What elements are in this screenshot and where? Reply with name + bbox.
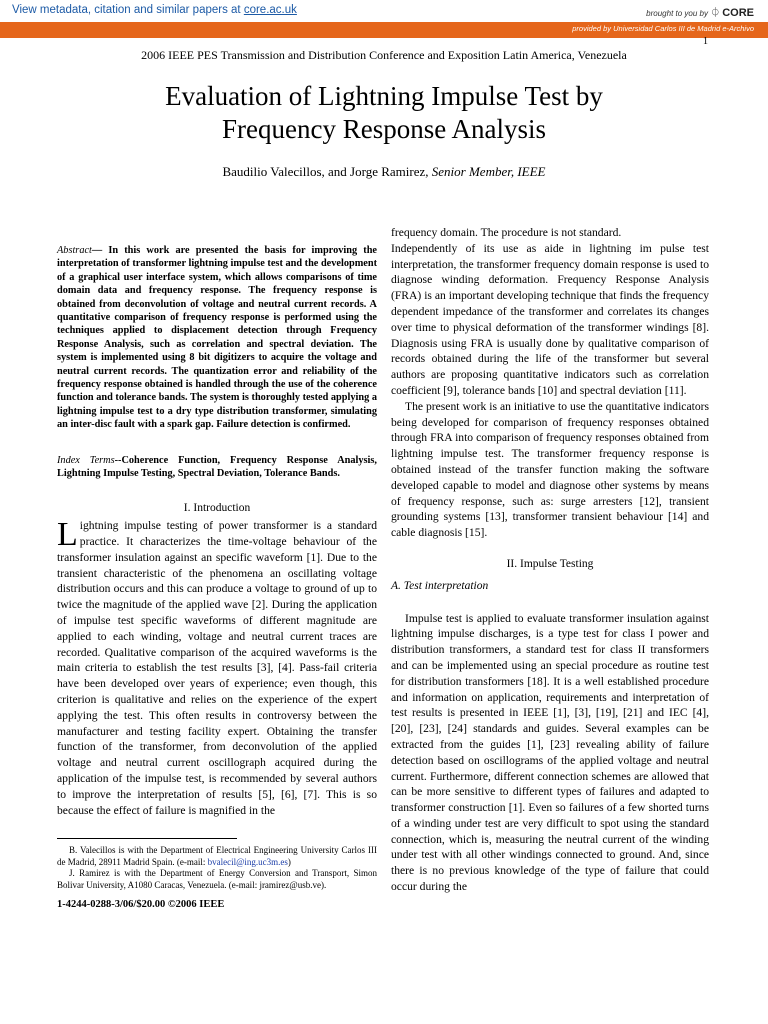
section-1-body [57,518,377,818]
footnote-2: J. Ramirez is with the Department of Energy Conversion and Transport, Simon Bolivar University, A1080 Caracas, Venezuela. (e-mail: jramirez@usb.ve). [57,868,377,890]
provider-bar [0,22,768,38]
abstract-label: Abstract [57,245,92,256]
author-names: Baudilio Valecillos, and Jorge Ramirez, [222,164,432,179]
index-terms-text: --Coherence Function, Frequency Response Analysis, Lightning Impulse Testing, Spectral Deviation, Tolerance Bands. [57,454,377,480]
core-link[interactable]: core.ac.uk [243,4,297,16]
index-terms-label: Index Terms [57,454,115,466]
title-line-1: Evaluation of Lightning Impulse Test by [165,81,603,111]
brought-text: brought to you by [646,9,708,18]
copyright: 1-4244-0288-3/06/$20.00 ©2006 IEEE [57,899,225,911]
subsection-a-heading: A. Test interpretation [391,579,489,592]
core-label[interactable]: CORE [722,7,754,19]
paper-title [0,80,768,146]
footnote-1-email[interactable]: bvalecil@ing.uc3m.es [207,856,288,867]
section-2-heading: II. Impulse Testing [506,557,594,570]
brought-by [646,4,754,19]
core-banner [0,0,768,23]
left-column [57,244,377,913]
provided-text: provided by Universidad Carlos III de Madrid e-Archivo [572,24,754,33]
index-terms [57,454,377,481]
metadata-notice [12,4,297,16]
footnote-rule [57,838,237,839]
right-para-3: The present work is an initiative to use the quantitative indicators being developed for comparison of frequency responses obtained through FRA into comparison of frequency responses obtained from lightning impulse test. The transformer frequency response is obtained instead of the transfer function making the software developed capable to model and diagnose other systems by means of frequency response, such as: surge arresters [12], transient grounding systems [13], transformer transient behaviour [14] and cable diagnosis [15]. [391,399,709,540]
section-1-text: ightning impulse testing of power transformer is a standard practice. It characterizes the time-voltage behaviour of the transformer insulation against an specific waveform [1]. Due to the transient characteristic of the phenomena an oscillating voltage distribution occurs and this can produce a voltage to ground of up to twice the magnitude of the applied wave [2]. During the application of impulse test specific waveforms of different magnitude are applied to each winding, voltage and neutral current traces are recorded. Qualitative comparison of the acquired waveforms is the main criteria to establish the test results [3], [4]. Pass-fail criteria have been developed over years of experience; even though, this criterion is qualitative and relies on the experience of the expert applying the test. This often results in controversy between the manufacturer and testing facility expert. Obtaining the transfer function of the transformer, from deconvolution of the applied voltage and neutral current oscillograph acquired during the application of the impulse test, is recommended by several authors to improve the interpretation of results [5], [6], [7]. This is so because the effect of failure is magnified in the [57,519,377,817]
footnote-1 [57,845,377,868]
right-column [391,225,709,895]
authors [0,164,768,180]
right-para-4: Impulse test is applied to evaluate transformer insulation against lightning impulse discharges, is a type test for class I power and distribution transformers, a standard test for class II transformers and can be implemented using an special procedure as routine test for distribution transformers [18]. It is a well established procedure and information on application, requirements and interpretation of test results is presented in IEEE [1], [3], [19], [21] and IEC [4], [20], [23], [24] standards and guides. Several examples can be extracted from the guides [1], [23] revealing ability of failure detection based on oscillograms of the applied voltage and neutral current. Furthermore, different connection schemes are allowed that can be more sensitive to different types of failures and adapted to transformer construction [1]. Even so failures of a few shorted turns of a winding under test are very difficult to spot using the standard connection, which is, measuring the neutral current of the winding under test with all other windings connected to ground. And, since there is no previous knowledge of the type of failure that could occur during the [391,611,709,894]
abstract-text: — In this work are presented the basis for improving the interpretation of transformer lightning impulse test and the development of a graphical user interface system, which allows comparisons of time domain data and frequency response. The frequency response is obtained from deconvolution of voltage and neutral current records. A quantitative comparison of frequency response is performed using the techniques applied to displacement detection through Frequency Response Analysis, such as correlation and spectral deviation. The system is implemented using 8 bit digitizers to acquire the voltage and neutral current records. The quantization error and reliability of the frequency response obtained is handled through the use of the coherence function and tolerance bands. The system is thoroughly tested applying a lightning impulse test to a dry type distribution transformer, simulating an inter-disc fault with a spark gap. Failure detection is confirmed. [57,245,377,431]
metadata-text: View metadata, citation and similar papers at [12,4,244,16]
title-line-2: Frequency Response Analysis [222,114,546,144]
abstract [57,244,377,432]
footnote-1-text: B. Valecillos is with the Department of Electrical Engineering University Carlos III de Madrid, 28911 Madrid Spain. (e-mail: [57,845,377,867]
right-para-1: frequency domain. The procedure is not standard. [391,226,622,239]
section-1-heading: I. Introduction [183,501,251,514]
page-number: 1 [703,36,708,47]
core-logo-icon: ⏀ [710,8,721,19]
footnote-1-end: ) [287,856,291,867]
right-para-2: Independently of its use as aide in lightning im pulse test interpretation, the transformer frequency domain response is used to diagnose winding deformation. Frequency Response Analysis (FRA) is an important developing technique that finds the frequency dependent impedance of the transformer and correlates its changes over time to physical deformation of the transformer windings [8]. Diagnosis using FRA is usually done by qualitative comparison of records obtained during the life of the transformer but several authors are proposing quantitative indicators such as correlation coefficient [9], tolerance bands [10] and spectral deviation [11]. [391,241,709,397]
conference-header: 2006 IEEE PES Transmission and Distribution Conference and Exposition Latin America, Venezuela [141,48,627,62]
drop-cap: L [57,516,78,554]
author-membership: Senior Member, IEEE [431,164,546,179]
